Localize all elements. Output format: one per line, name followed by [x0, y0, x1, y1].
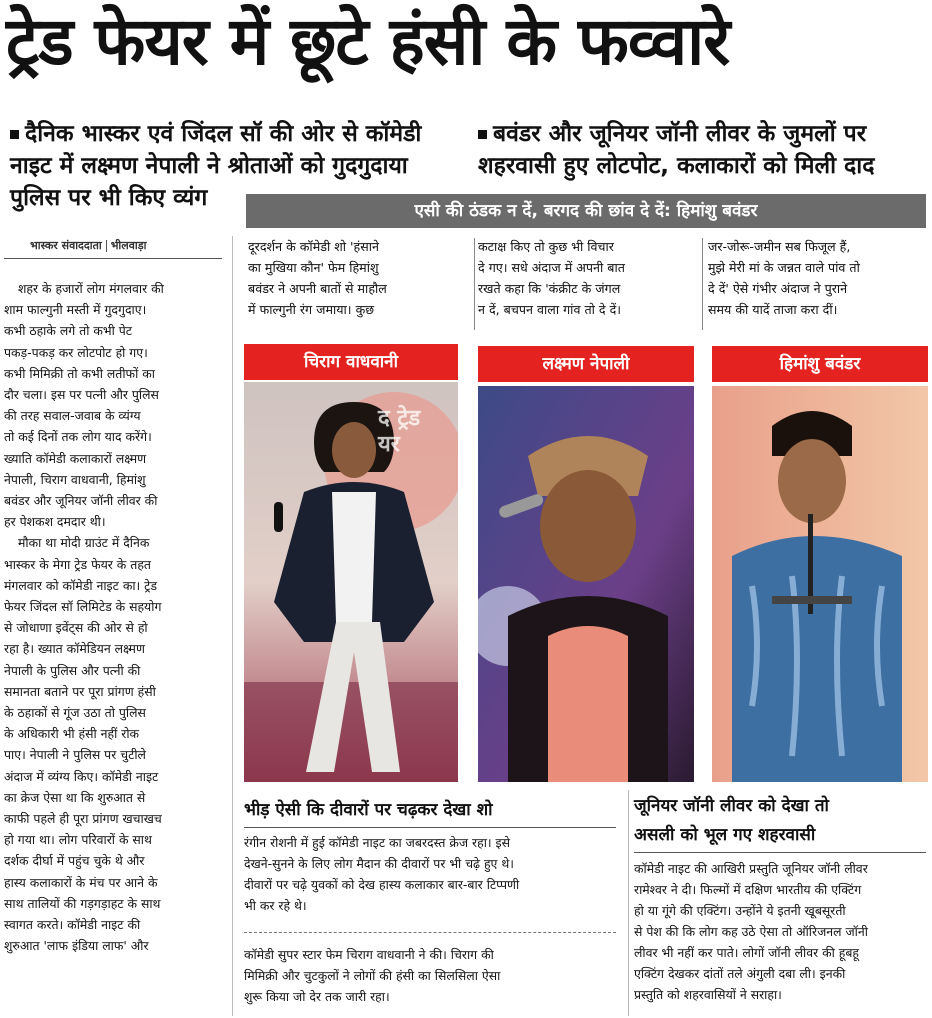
byline-separator — [106, 240, 107, 252]
article-line: तो कई दिनों तक लोग याद करेंगे। — [4, 429, 152, 445]
article-line: स्वागत करते। कॉमेडी नाइट की — [4, 917, 141, 933]
byline — [30, 238, 146, 253]
quote-divider — [474, 238, 475, 330]
substory-divider — [628, 790, 629, 1016]
article-line: पकड़-पकड़ कर लोटपोट हो गए। — [4, 344, 148, 360]
article-line: की तरह सवाल-जवाब के व्यंग्य — [4, 408, 141, 424]
article-line: मंगलवार को कॉमेडी नाइट का। ट्रेड — [4, 577, 158, 593]
name-label-lakshman: लक्ष्मण नेपाली — [478, 346, 694, 382]
article-line: हो गया था। लोग परिवारों के साथ — [4, 832, 152, 848]
name-label-himanshu: हिमांशु बवंडर — [712, 346, 928, 382]
deck-right — [478, 118, 928, 182]
quote-column-3: जर-जोरू-जमीन सब फिजूल हैं, मुझे मेरी मां के जन्नत वाले पांव तो दे दें' ऐसे गंभीर अंदाज ने पुराने समय की यादें ताजा करा दीं। — [708, 239, 860, 317]
photo-lakshman-nepali — [478, 386, 694, 782]
subheading-rule — [634, 852, 926, 853]
article-line: कभी ठहाके लगे तो कभी पेट — [4, 323, 132, 339]
deck-left-line3: पुलिस पर भी किए व्यंग — [10, 185, 208, 211]
article-line: नेपाली के पुलिस और पत्नी की — [4, 662, 141, 678]
article-line: कभी मिमिक्री तो कभी लतीफों का — [4, 365, 155, 381]
article-line: दर्शक दीर्घा में पहुंच चुके थे और — [4, 853, 145, 869]
article-line: शुरुआत 'लाफ इंडिया लाफ' और — [4, 938, 149, 954]
article-line: से जोधाणा इवेंट्स की ओर से हो — [4, 620, 148, 636]
photo-chirag-wadhwani — [244, 382, 458, 782]
article-line: ख्याति कॉमेडी कलाकारों लक्ष्मण — [4, 450, 147, 466]
byline-place: भीलवाड़ा — [110, 239, 147, 252]
name-label-chirag: चिराग वाधवानी — [244, 344, 458, 380]
article-line: मौका था मोदी ग्राउंट में दैनिक — [18, 535, 150, 551]
article-line: अंदाज में व्यंग्य किए। कॉमेडी नाइट — [4, 768, 159, 784]
quote-divider — [702, 238, 703, 330]
byline-rule — [4, 258, 222, 259]
article-line: के अधिकारी भी हंसी नहीं रोक — [4, 726, 140, 742]
article-line: पाए। नेपाली ने पुलिस पर चुटीले — [4, 747, 146, 763]
deck-left-line2: नाइट में लक्ष्मण नेपाली ने श्रोताओं को गुदगुदाया — [10, 153, 408, 179]
article-line: काफी पहले ही पूरा प्रांगण खचाखच — [4, 811, 162, 827]
quote-column-1: दूरदर्शन के कॉमेडी शो 'हंसाने का मुखिया कौन' फेम हिमांशु बवंडर ने अपनी बातों से माहौल में फाल्गुनी रंग जमाया। कुछ — [248, 239, 387, 317]
article-line: शाम फाल्गुनी मस्ती में गुदगुदाए। — [4, 302, 147, 318]
column-divider — [232, 236, 233, 1016]
article-line: दौर चला। इस पर पत्नी और पुलिस — [4, 387, 159, 403]
subheading-johnny-lever: जूनियर जॉनी लीवर को देखा तो असली को भूल गए शहरवासी — [634, 796, 829, 845]
byline-author: भास्कर संवाददाता — [30, 239, 102, 252]
article-line: साथ तालियों की गड़गड़ाहट के साथ — [4, 895, 161, 911]
crowd-paragraph-1: रंगीन रोशनी में हुई कॉमेडी नाइट का जबरदस्त क्रेज रहा। इसे देखने-सुनने के लिए लोग मैदान की दीवारों पर भी चढ़े हुए थे। दीवारों पर चढ़े युवकों को देख हास्य कलाकार बार-बार टिप्पणी भी कर रहे थे। — [244, 835, 520, 913]
photo-himanshu-bawandar — [712, 386, 928, 782]
subheading-crowd: भीड़ ऐसी कि दीवारों पर चढ़कर देखा शो — [244, 800, 493, 820]
article-line: फेयर जिंदल सॉ लिमिटेड के सहयोग — [4, 599, 162, 615]
deck-right-line2: शहरवासी हुए लोटपोट, कलाकारों को मिली दाद — [478, 153, 875, 179]
quote-column-2: कटाक्ष किए तो कुछ भी विचार दे गए। सधे अंदाज में अपनी बात रखते कहा कि 'कंक्रीट के जंगल न दें, बचपन वाला गांव तो दे दें। — [478, 239, 625, 317]
article-line: हास्य कलाकारों के मंच पर आने के — [4, 874, 158, 890]
article-line: नेपाली, चिराग वाधवानी, हिमांशु — [4, 471, 146, 487]
article-line: भास्कर के मेगा ट्रेड फेयर के तहत — [4, 556, 151, 572]
article-line: का क्रेज ऐसा था कि शुरुआत से — [4, 789, 146, 805]
article-line: रहा है। ख्यात कॉमेडियन लक्ष्मण — [4, 641, 145, 657]
article-line: बवंडर और जूनियर जॉनी लीवर की — [4, 493, 158, 509]
bullet-square-icon — [478, 130, 487, 139]
backdrop-text: द ट्रेड यर — [378, 406, 421, 457]
johnny-lever-paragraph: कॉमेडी नाइट की आखिरी प्रस्तुति जूनियर जॉनी लीवर रामेश्वर ने दी। फिल्मों में दक्षिण भारतीय की एक्टिंग हो या गूंगे की एक्टिंग। उन्होंने ये इतनी खूबसूरती से पेश की कि लोग कह उठे ऐसा तो ऑरिजनल जॉनी लीवर भी नहीं कर पाते। लोगों जॉनी लीवर की हूबहू एक्टिंग देखकर दांतों तले अंगुली दबा ली। इनकी प्रस्तुति को शहरवासियों ने सराहा। — [634, 861, 868, 1002]
bullet-square-icon — [10, 130, 19, 139]
article-line: हर पेशकश दमदार थी। — [4, 514, 106, 530]
quote-bar: एसी की ठंडक न दें, बरगद की छांव दे दें: हिमांशु बवंडर — [246, 194, 926, 228]
article-line: समानता बताने पर पूरा प्रांगण हंसी — [4, 683, 156, 699]
deck-left-line1: दैनिक भास्कर एवं जिंदल सॉ की ओर से कॉमेडी — [25, 121, 422, 147]
article-line: के ठहाकों से गूंज उठा तो पुलिस — [4, 705, 146, 721]
subheading-rule — [244, 827, 616, 828]
crowd-paragraph-2: कॉमेडी सुपर स्टार फेम चिराग वाधवानी ने की। चिराग की मिमिक्री और चुटकुलों ने लोगों की हंसी का सिलसिला ऐसा शुरू किया जो देर तक जारी रहा। — [244, 947, 501, 1004]
article-line: शहर के हजारों लोग मंगलवार की — [18, 281, 164, 296]
deck-right-line1: बवंडर और जूनियर जॉनी लीवर के जुमलों पर — [493, 121, 867, 147]
article-body — [4, 278, 222, 957]
headline: ट्रेड फेयर में छूटे हंसी के फव्वारे — [6, 3, 730, 80]
dashed-divider — [244, 932, 616, 933]
